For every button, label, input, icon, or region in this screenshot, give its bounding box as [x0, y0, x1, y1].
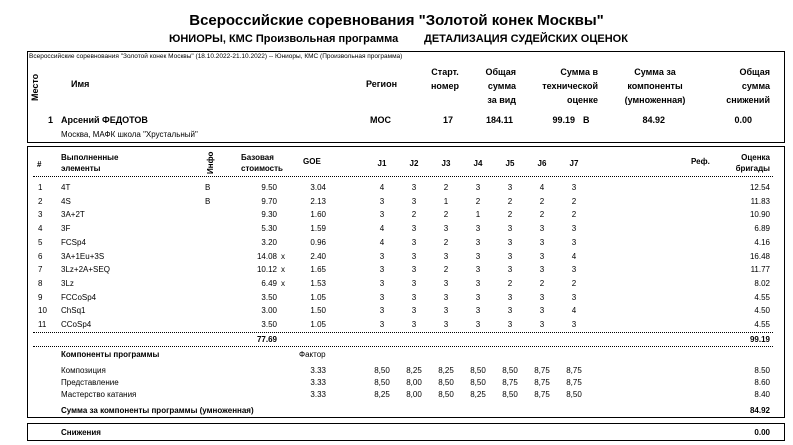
- judge-mark: 3: [443, 224, 449, 234]
- judge-mark: 2: [443, 210, 449, 220]
- element-panel-score: 12.54: [749, 183, 770, 192]
- judge-mark: 3: [571, 265, 577, 275]
- judge-mark: 3: [443, 251, 449, 261]
- element-base-value: 3.50: [261, 292, 277, 302]
- judge-header: J2: [409, 159, 419, 168]
- element-code: FCSp4: [61, 237, 86, 247]
- judge-mark: 4: [539, 183, 545, 192]
- report-subtitle: ДЕТАЛИЗАЦИЯ СУДЕЙСКИХ ОЦЕНОК: [424, 33, 628, 45]
- element-number: 3: [38, 210, 43, 220]
- component-judge-mark: 8,25: [406, 366, 422, 375]
- component-judge-mark: 8,75: [534, 378, 550, 387]
- element-code: 4T: [61, 183, 71, 192]
- info-header: Инфо: [206, 151, 215, 174]
- components-header: Компоненты программы: [61, 350, 160, 359]
- element-base-value: 14.08: [256, 251, 277, 261]
- component-judge-mark: 8,25: [470, 390, 486, 399]
- judge-mark: 3: [507, 306, 513, 316]
- element-base-value: 10.12: [256, 265, 277, 275]
- base-value-total: 77.69: [256, 335, 277, 344]
- judge-header: J7: [569, 159, 579, 168]
- component-score: 8.60: [754, 378, 770, 387]
- element-code: 4S: [61, 196, 71, 206]
- element-number: 10: [38, 306, 47, 316]
- element-base-value: 3.00: [261, 306, 277, 316]
- components-total-label: Сумма за компоненты программы (умноженная): [61, 406, 254, 415]
- component-judge-mark: 8,25: [374, 390, 390, 399]
- judge-mark: 3: [475, 278, 481, 288]
- judge-mark: 3: [411, 320, 417, 329]
- judge-mark: 2: [539, 278, 545, 288]
- judge-mark: 3: [571, 224, 577, 234]
- element-info: B: [205, 183, 211, 192]
- judge-mark: 3: [539, 306, 545, 316]
- judge-mark: 3: [475, 183, 481, 192]
- judge-mark: 2: [539, 196, 545, 206]
- judge-mark: 2: [443, 183, 449, 192]
- judge-mark: 2: [475, 196, 481, 206]
- judge-mark: 1: [443, 196, 449, 206]
- component-name: Мастерство катания: [61, 390, 137, 399]
- judge-mark: 3: [379, 251, 385, 261]
- judge-mark: 3: [411, 183, 417, 192]
- referee-header: Реф.: [691, 157, 710, 166]
- element-panel-score: 16.48: [749, 251, 770, 261]
- elements-divider: [33, 332, 773, 333]
- judge-mark: 3: [475, 251, 481, 261]
- judge-header: J5: [505, 159, 515, 168]
- judge-mark: 4: [571, 306, 577, 316]
- element-panel-score: 4.55: [754, 320, 770, 329]
- element-panel-score: 11.77: [750, 265, 770, 275]
- component-factor: 3.33: [310, 366, 326, 375]
- judge-mark: 2: [571, 278, 577, 288]
- element-goe: 1.05: [310, 292, 326, 302]
- judge-mark: 3: [475, 237, 481, 247]
- element-bonus-mark: x: [281, 265, 285, 275]
- judge-mark: 3: [539, 292, 545, 302]
- judge-mark: 3: [475, 320, 481, 329]
- judge-mark: 3: [443, 292, 449, 302]
- component-judge-mark: 8,50: [438, 390, 454, 399]
- place-header: Место: [30, 73, 40, 101]
- judge-mark: 3: [379, 196, 385, 206]
- judge-mark: 2: [571, 210, 577, 220]
- skater-components: 84.92: [642, 115, 665, 125]
- judge-mark: 3: [475, 265, 481, 275]
- judge-mark: 4: [571, 251, 577, 261]
- judge-mark: 3: [539, 265, 545, 275]
- judge-mark: 3: [507, 237, 513, 247]
- component-score-header: Сумма за компоненты (умноженная): [624, 67, 686, 105]
- element-goe: 1.05: [310, 320, 326, 329]
- element-panel-score: 4.16: [754, 237, 770, 247]
- deductions-value: 0.00: [754, 428, 770, 437]
- element-number: 1: [38, 183, 43, 192]
- element-code: 3F: [61, 224, 71, 234]
- component-judge-mark: 8,50: [470, 366, 486, 375]
- skater-region: МОС: [370, 115, 391, 125]
- element-goe: 0.96: [310, 237, 326, 247]
- element-panel-score: 11.83: [750, 196, 770, 206]
- judge-mark: 3: [443, 278, 449, 288]
- judge-mark: 3: [507, 320, 513, 329]
- judge-mark: 2: [571, 196, 577, 206]
- judge-mark: 3: [507, 224, 513, 234]
- component-factor: 3.33: [310, 390, 326, 399]
- element-number: 6: [38, 251, 43, 261]
- header-divider: [33, 176, 773, 177]
- element-code: 3A+2T: [61, 210, 85, 220]
- skater-start-no: 17: [443, 115, 454, 125]
- skater-total: 184.11: [485, 115, 513, 125]
- component-judge-mark: 8,50: [438, 378, 454, 387]
- component-judge-mark: 8,50: [374, 378, 390, 387]
- factor-header: Фактор: [299, 350, 326, 359]
- element-base-value: 9.50: [261, 183, 277, 192]
- element-code: 3Lz+2A+SEQ: [61, 265, 110, 275]
- component-judge-mark: 8,75: [566, 366, 582, 375]
- judge-mark: 3: [411, 306, 417, 316]
- skater-deductions: 0.00: [734, 115, 752, 125]
- component-judge-mark: 8,50: [470, 378, 486, 387]
- judge-header: J3: [441, 159, 451, 168]
- element-code: CCoSp4: [61, 320, 92, 329]
- element-code: 3Lz: [61, 278, 74, 288]
- component-judge-mark: 8,75: [502, 378, 518, 387]
- judge-mark: 3: [411, 278, 417, 288]
- region-header: Регион: [366, 79, 397, 89]
- panel-score-header: Оценка бригады: [735, 153, 770, 173]
- judge-mark: 3: [475, 224, 481, 234]
- judge-mark: 3: [571, 292, 577, 302]
- component-judge-mark: 8,75: [534, 366, 550, 375]
- judge-mark: 3: [571, 320, 577, 329]
- base-value-header: Базовая стоимость: [241, 153, 283, 173]
- judge-mark: 3: [379, 306, 385, 316]
- component-judge-mark: 8,00: [406, 378, 422, 387]
- component-name: Композиция: [61, 366, 106, 375]
- element-base-value: 3.20: [261, 237, 277, 247]
- judge-mark: 3: [539, 320, 545, 329]
- element-number: 2: [38, 196, 43, 206]
- judge-mark: 3: [411, 265, 417, 275]
- element-code: 3A+1Eu+3S: [61, 251, 105, 261]
- judge-mark: 2: [507, 210, 513, 220]
- judge-mark: 3: [443, 306, 449, 316]
- deductions-total-header: Общая сумма снижений: [726, 67, 770, 105]
- judge-mark: 3: [411, 224, 417, 234]
- program-subtitle: ЮНИОРЫ, КМС Произвольная программа: [169, 33, 399, 45]
- components-total: 84.92: [749, 406, 770, 415]
- element-panel-score: 6.89: [754, 224, 770, 234]
- deductions-box: [27, 423, 785, 441]
- judge-mark: 4: [379, 183, 385, 192]
- page-title: Всероссийские соревнования "Золотой конек Москвы": [189, 12, 604, 29]
- elements-score-total: 99.19: [749, 335, 770, 344]
- element-base-value: 5.30: [261, 224, 277, 234]
- element-goe: 2.13: [310, 196, 326, 206]
- element-number: 5: [38, 237, 43, 247]
- element-goe: 1.60: [310, 210, 326, 220]
- deductions-label: Снижения: [61, 428, 101, 437]
- element-goe: 1.50: [310, 306, 326, 316]
- judge-mark: 3: [571, 237, 577, 247]
- element-goe: 1.65: [310, 265, 326, 275]
- goe-header: GOE: [303, 157, 321, 166]
- element-base-value: 6.49: [261, 278, 277, 288]
- tech-score-header: Сумма в технической оценке: [542, 67, 598, 105]
- judge-mark: 3: [379, 210, 385, 220]
- skater-name: Арсений ФЕДОТОВ: [61, 115, 148, 125]
- skater-club: Москва, МАФК школа "Хрустальный": [61, 130, 198, 139]
- element-number-header: #: [37, 160, 42, 169]
- judge-mark: 2: [507, 196, 513, 206]
- element-info: B: [205, 196, 211, 206]
- judge-mark: 3: [475, 306, 481, 316]
- component-judge-mark: 8,50: [566, 390, 582, 399]
- judge-mark: 2: [443, 237, 449, 247]
- component-judge-mark: 8,00: [406, 390, 422, 399]
- judge-mark: 3: [379, 292, 385, 302]
- judge-mark: 3: [411, 292, 417, 302]
- element-panel-score: 10.90: [749, 210, 770, 220]
- element-goe: 1.59: [310, 224, 326, 234]
- component-name: Представление: [61, 378, 119, 387]
- judge-header: J4: [473, 159, 483, 168]
- judge-mark: 3: [507, 265, 513, 275]
- element-code: FCCoSp4: [61, 292, 97, 302]
- judge-mark: 3: [475, 292, 481, 302]
- component-judge-mark: 8,75: [534, 390, 550, 399]
- element-base-value: 3.50: [261, 320, 277, 329]
- skater-tech: 99.19: [552, 115, 575, 125]
- element-bonus-mark: x: [281, 278, 285, 288]
- component-judge-mark: 8,25: [438, 366, 454, 375]
- component-score: 8.40: [754, 390, 770, 399]
- skater-place: 1: [48, 115, 54, 125]
- element-panel-score: 4.50: [754, 306, 770, 316]
- element-number: 7: [38, 265, 43, 275]
- component-judge-mark: 8,50: [374, 366, 390, 375]
- judge-mark: 3: [571, 183, 577, 192]
- judge-mark: 2: [443, 265, 449, 275]
- component-judge-mark: 8,50: [502, 366, 518, 375]
- judge-mark: 3: [379, 265, 385, 275]
- name-header: Имя: [71, 79, 90, 89]
- element-number: 11: [38, 320, 47, 329]
- judge-mark: 3: [507, 292, 513, 302]
- totals-divider: [33, 346, 773, 347]
- element-code: ChSq1: [61, 306, 86, 316]
- judge-mark: 1: [475, 210, 481, 220]
- element-base-value: 9.70: [261, 196, 277, 206]
- judge-mark: 3: [507, 183, 513, 192]
- judge-mark: 2: [507, 278, 513, 288]
- total-score-header: Общая сумма за вид: [485, 67, 516, 105]
- element-number: 4: [38, 224, 43, 234]
- judge-mark: 3: [539, 251, 545, 261]
- judge-mark: 3: [379, 278, 385, 288]
- component-score: 8.50: [754, 366, 770, 375]
- skater-tech-note: В: [583, 115, 590, 125]
- judge-mark: 3: [539, 237, 545, 247]
- judge-mark: 2: [411, 210, 417, 220]
- element-bonus-mark: x: [281, 251, 285, 261]
- judge-mark: 4: [379, 224, 385, 234]
- element-panel-score: 4.55: [754, 292, 770, 302]
- element-number: 9: [38, 292, 43, 302]
- element-goe: 2.40: [310, 251, 326, 261]
- elements-header: Выполненные элементы: [61, 153, 119, 173]
- judge-mark: 3: [443, 320, 449, 329]
- element-goe: 3.04: [310, 183, 326, 192]
- judge-mark: 2: [539, 210, 545, 220]
- judge-mark: 3: [507, 251, 513, 261]
- element-panel-score: 8.02: [754, 278, 770, 288]
- event-line: Всероссийские соревнования "Золотой конек Москвы" (18.10.2022-21.10.2022) -- Юниоры, КМС (Произвольная программа): [29, 53, 403, 60]
- component-factor: 3.33: [310, 378, 326, 387]
- start-no-header: Старт. номер: [431, 67, 459, 91]
- component-judge-mark: 8,75: [566, 378, 582, 387]
- element-goe: 1.53: [310, 278, 326, 288]
- judge-mark: 3: [411, 196, 417, 206]
- judge-mark: 4: [379, 237, 385, 247]
- element-number: 8: [38, 278, 43, 288]
- judge-mark: 3: [411, 251, 417, 261]
- judge-mark: 3: [539, 224, 545, 234]
- element-base-value: 9.30: [261, 210, 277, 220]
- judge-header: J1: [377, 159, 387, 168]
- judge-mark: 3: [379, 320, 385, 329]
- judge-header: J6: [537, 159, 547, 168]
- component-judge-mark: 8,50: [502, 390, 518, 399]
- judge-mark: 3: [411, 237, 417, 247]
